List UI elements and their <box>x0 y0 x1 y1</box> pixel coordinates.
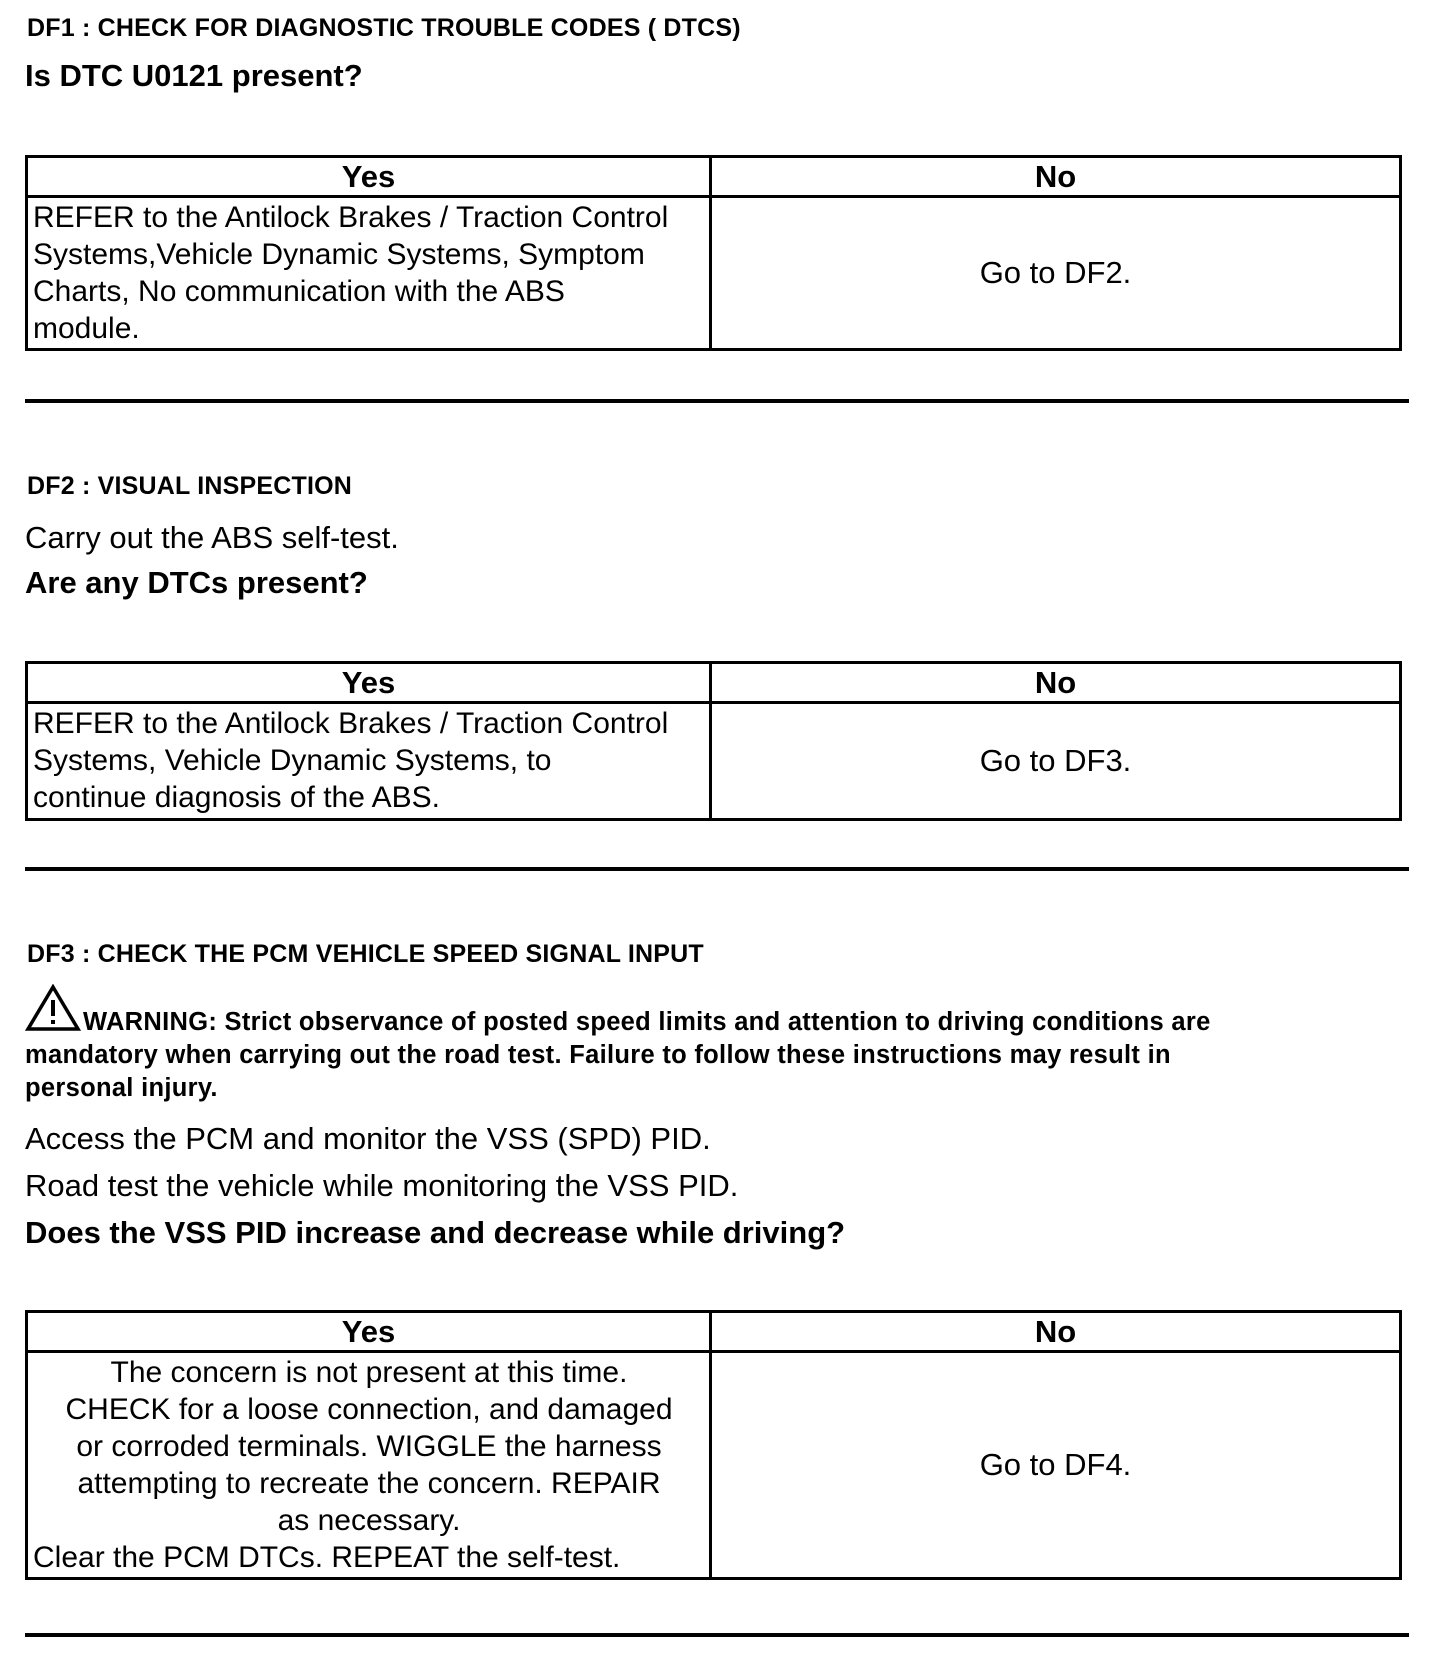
df1-yes-header: Yes <box>27 157 711 197</box>
df2-yes-header: Yes <box>27 663 711 703</box>
df3-warning-line: personal injury. <box>25 1074 218 1102</box>
df2-yes-line: Systems, Vehicle Dynamic Systems, to <box>33 744 552 777</box>
df1-yes-line: REFER to the Antilock Brakes / Traction Control <box>33 201 669 234</box>
df1-yes-line: module. <box>33 312 140 345</box>
df1-no-header: No <box>711 157 1401 197</box>
df3-yes-line: attempting to recreate the concern. REPAIR <box>77 1467 661 1500</box>
df3-yes-header: Yes <box>27 1312 711 1352</box>
warning-triangle-icon <box>25 984 81 1032</box>
df3-yes-line: or corroded terminals. WIGGLE the harness <box>76 1430 662 1463</box>
df2-no-header: No <box>711 663 1401 703</box>
df3-warning-line: mandatory when carrying out the road test. Failure to follow these instructions may result in <box>25 1041 1171 1069</box>
df2-no-cell: Go to DF3. <box>711 703 1401 820</box>
df3-yes-line: as necessary. <box>277 1504 461 1537</box>
df3-warning <box>25 984 1415 1105</box>
df2-question: Are any DTCs present? <box>25 565 368 600</box>
df3-heading: DF3 : CHECK THE PCM VEHICLE SPEED SIGNAL INPUT <box>27 940 704 968</box>
section-divider <box>25 1633 1409 1637</box>
df3-decision-table <box>25 1310 1402 1580</box>
df3-no-cell: Go to DF4. <box>711 1352 1401 1579</box>
df2-instruction: Carry out the ABS self-test. <box>25 520 399 555</box>
section-divider <box>25 399 1409 403</box>
df3-yes-last-line: Clear the PCM DTCs. REPEAT the self-test. <box>33 1541 621 1574</box>
df2-yes-line: REFER to the Antilock Brakes / Traction Control <box>33 707 669 740</box>
df1-yes-line: Systems,Vehicle Dynamic Systems, Symptom <box>33 238 645 271</box>
df1-yes-line: Charts, No communication with the ABS <box>33 275 565 308</box>
section-divider <box>25 867 1409 871</box>
df2-yes-line: continue diagnosis of the ABS. <box>33 781 440 814</box>
df3-instruction-1: Access the PCM and monitor the VSS (SPD) PID. <box>25 1121 711 1156</box>
df3-no-header: No <box>711 1312 1401 1352</box>
df1-heading: DF1 : CHECK FOR DIAGNOSTIC TROUBLE CODES ( DTCS) <box>27 14 741 42</box>
df3-question: Does the VSS PID increase and decrease while driving? <box>25 1215 846 1250</box>
df3-yes-line: The concern is not present at this time. <box>110 1356 628 1389</box>
df2-heading: DF2 : VISUAL INSPECTION <box>27 472 353 500</box>
df3-warning-line: WARNING: Strict observance of posted speed limits and attention to driving conditions are <box>83 1008 1211 1036</box>
df2-decision-table <box>25 661 1402 821</box>
df1-question: Is DTC U0121 present? <box>25 58 363 93</box>
df3-yes-cell <box>27 1352 711 1579</box>
df3-yes-line: CHECK for a loose connection, and damaged <box>65 1393 673 1426</box>
df3-instruction-2: Road test the vehicle while monitoring the VSS PID. <box>25 1168 739 1203</box>
df1-no-cell: Go to DF2. <box>711 197 1401 350</box>
df1-decision-table <box>25 155 1402 351</box>
df2-yes-cell <box>27 703 711 820</box>
df1-yes-cell <box>27 197 711 350</box>
